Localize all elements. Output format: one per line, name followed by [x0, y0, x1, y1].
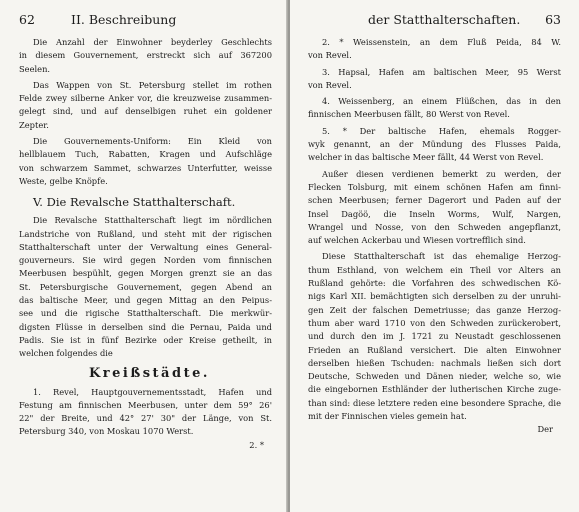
text-line: von Revel. — [308, 79, 352, 90]
text-line: welcher in das baltische Meer fällt, 44 Werst von Revel. — [308, 152, 544, 163]
text-line: St. Petersburgische Gouvernement, gegen Abend an — [19, 281, 272, 292]
text-line: Zepter. — [19, 119, 49, 130]
text-line: 3. Hapsal, Hafen am baltischen Meer, 95 Werst — [322, 66, 561, 77]
city-entry-baltischer-hafen — [308, 125, 561, 165]
text-line: Statthalterschaft unter der Verwaltung eines General- — [19, 241, 272, 252]
city-entry-revel — [19, 386, 272, 439]
text-line: mit der Finnischen vieles gemein hat. — [308, 411, 467, 422]
text-line: than sind: diese letztere reden eine besondere Sprache, die — [308, 397, 561, 408]
text-line: gelegt sind, und auf denselbigen ruhet ein goldener — [19, 106, 272, 117]
section-heading: V. Die Revalsche Statthalterschaft. — [33, 195, 236, 210]
right-running-head: der Statthalterschaften. — [368, 12, 521, 27]
text-line: auf welchen Ackerbau und Wiesen vortrefflich sind. — [308, 235, 526, 246]
text-line: gen Zeit der falschen Demetriusse; das ganze Herzog- — [308, 304, 561, 315]
text-line: 1. Revel, Hauptgouvernementsstadt, Hafen und — [33, 386, 272, 397]
text-line: digsten Flüsse in derselben sind die Pernau, Paida und — [19, 321, 272, 332]
text-line: nigs Karl XII. bemächtigten sich derselben zu der unruhi- — [308, 291, 561, 302]
text-line: Flecken Tolsburg, mit einem schönen Hafen am finni- — [308, 181, 561, 192]
text-line: finnischen Meerbusen fällt, 80 Werst von Revel. — [308, 109, 510, 120]
kreisstaedte-heading: Kreißstädte. — [89, 365, 210, 381]
city-entry-hapsal — [308, 66, 561, 93]
left-page-header — [19, 10, 272, 30]
text-line: und durch den im J. 1721 zu Neustadt geschlossenen — [308, 331, 561, 342]
text-line: Wrangel und Nosse, von den Schweden angepflanzt, — [308, 221, 561, 232]
population-paragraph — [19, 36, 272, 76]
text-line: das baltische Meer, und gegen Mittag an den Peipus- — [19, 295, 272, 306]
text-line: Diese Statthalterschaft ist das ehemalige Herzog- — [322, 251, 561, 262]
text-line: von schwarzem Sammet, schwarzes Unterfutter, weisse — [19, 162, 272, 173]
history-paragraph — [308, 250, 561, 423]
catchword: 2. * — [249, 439, 264, 450]
arms-paragraph — [19, 79, 272, 132]
text-line: Insel Dagöö, die Inseln Worms, Wulf, Nargen, — [308, 208, 561, 219]
text-line: Festung am finnischen Meerbusen, unter dem 59° 26' — [19, 399, 272, 410]
text-line: thum aber ward 1710 von den Schweden zurückerobert, — [308, 317, 561, 328]
text-line: 22" der Breite, und 42° 27' 30" der Länge, von St. — [19, 413, 272, 424]
uniform-paragraph — [19, 135, 272, 188]
text-line: 4. Weissenberg, an einem Flüßchen, das in den — [322, 96, 561, 107]
left-page-number: 62 — [19, 12, 35, 27]
text-line: schen Meerbusen; ferner Dagerort und Paden auf der — [308, 195, 561, 206]
text-line: Die Revalsche Statthalterschaft liegt im nördlichen — [33, 215, 272, 226]
text-line: Weste, gelbe Knöpfe. — [19, 175, 108, 186]
left-running-head: II. Beschreibung — [71, 12, 177, 27]
text-line: thum Esthland, von welchem ein Theil vor Alters an — [308, 264, 561, 275]
text-line: hellblauem Tuch, Rabatten, Kragen und Aufschläge — [19, 149, 272, 160]
text-line: gouverneurs. Sie wird gegen Norden vom finnischen — [19, 255, 272, 266]
text-line: welchen folgendes die — [19, 348, 113, 359]
text-line: Frieden an Rußland versichert. Die alten Einwohner — [308, 344, 561, 355]
text-line: Meerbusen bespühlt, gegen Morgen grenzt sie an das — [19, 268, 272, 279]
text-line: von Revel. — [308, 50, 352, 61]
left-page-body — [19, 36, 272, 452]
text-line: in diesem Gouvernement, erstreckt sich auf 367200 — [19, 50, 272, 61]
left-page — [0, 0, 288, 512]
text-line: Die Anzahl der Einwohner beyderley Geschlechts — [33, 37, 272, 47]
text-line: wyk genannt, an der Mündung des Flusses Paida, — [308, 139, 561, 150]
other-places-paragraph — [308, 168, 561, 248]
text-line: Landstriche von Rußland, und steht mit der rigischen — [19, 228, 272, 239]
revel-description-paragraph — [19, 214, 272, 360]
text-line: Die Gouvernements-Uniform: Ein Kleid von — [33, 136, 272, 147]
right-page-header — [308, 10, 561, 30]
text-line: Rußland gehörte: die Vorfahren des schwedischen Kö- — [308, 278, 561, 289]
city-entry-weissenberg — [308, 95, 561, 122]
right-page-body — [308, 36, 561, 437]
text-line: Das Wappen von St. Petersburg stellet im rothen — [33, 79, 272, 90]
text-line: 5. * Der baltische Hafen, ehemals Rogger- — [322, 125, 561, 136]
text-line: Padis. Sie ist in fünf Bezirke oder Kreise getheilt, in — [19, 334, 272, 345]
text-line: die eingebornen Esthländer der lutherischen Kirche zuge- — [308, 384, 561, 395]
text-line: Felde zwey silberne Anker vor, die kreuzweise zusammen- — [19, 93, 272, 104]
right-page — [290, 0, 579, 512]
text-line: Seelen. — [19, 63, 51, 74]
text-line: Petersburg 340, von Moskau 1070 Werst. — [19, 426, 194, 437]
text-line: 2. * Weissenstein, an dem Fluß Peida, 84 W. — [322, 37, 561, 47]
city-entry-weissenstein — [308, 36, 561, 63]
right-page-number: 63 — [545, 12, 561, 27]
text-line: derselben hießen Tschuden: nachmals ließen sich dort — [308, 357, 561, 368]
text-line: Deutsche, Schweden und Dänen nieder, welche so, wie — [308, 371, 561, 382]
text-line: see und die rigische Statthalterschaft. Die merkwür- — [19, 308, 272, 319]
catchword: Der — [537, 424, 553, 435]
text-line: Außer diesen verdienen bemerkt zu werden, der — [322, 168, 561, 179]
